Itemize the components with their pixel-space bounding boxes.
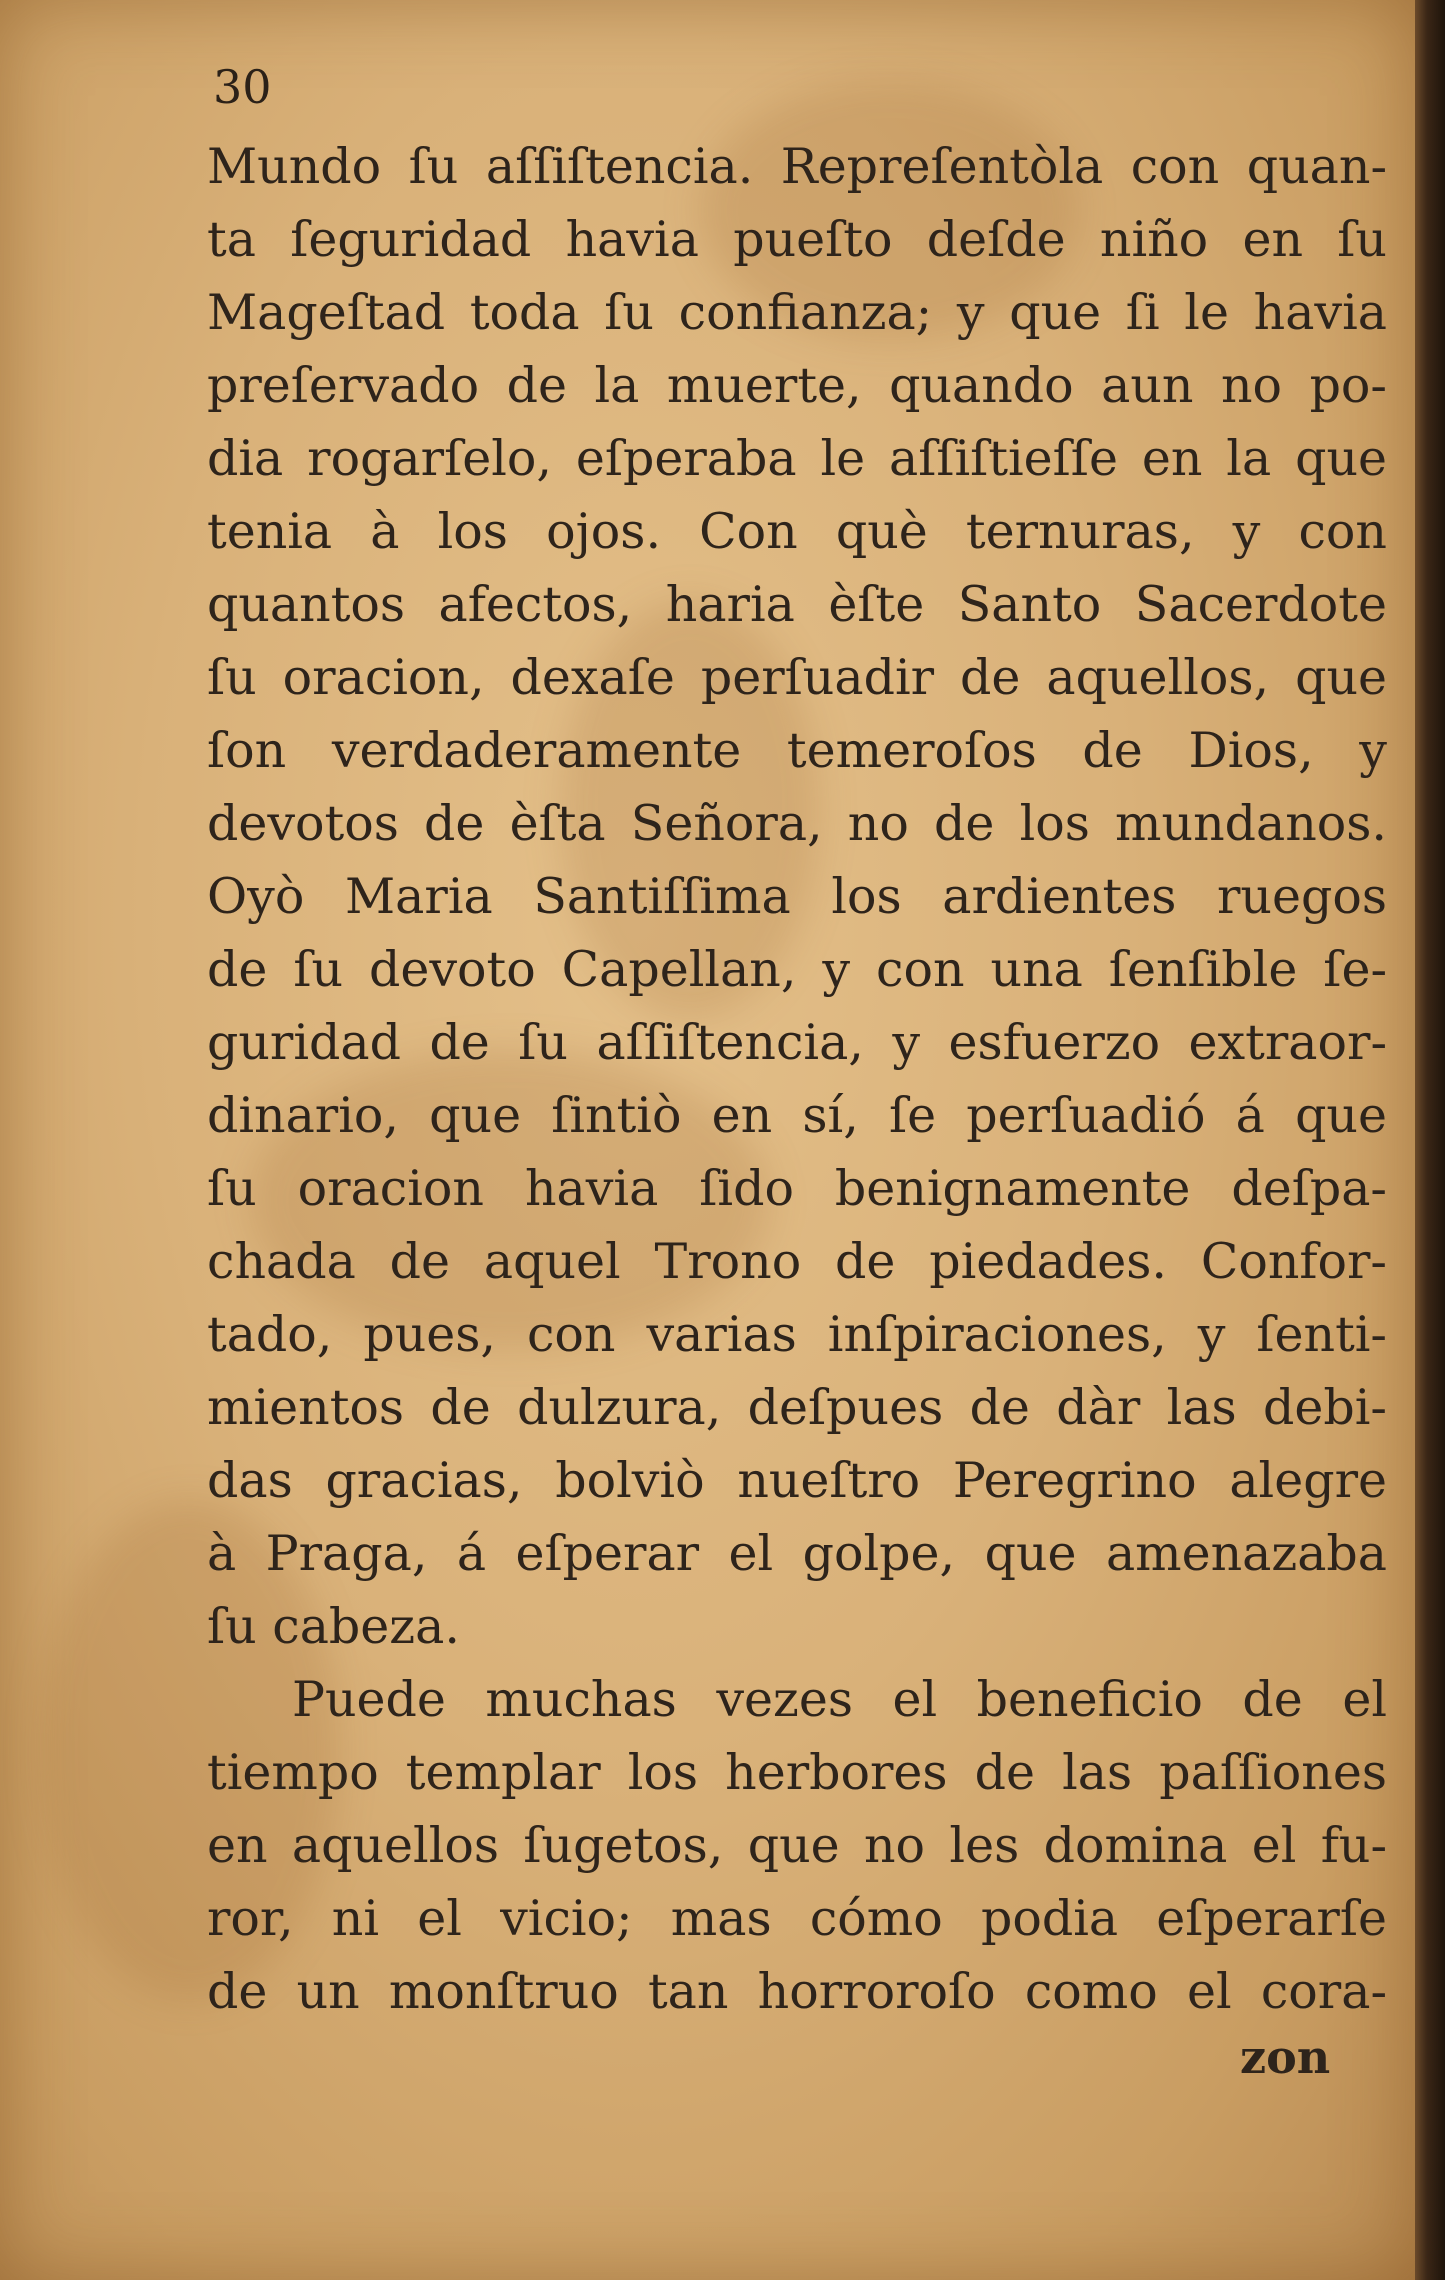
text-line: à Praga, á eſperar el golpe, que amenazaba [207, 1525, 1387, 1582]
text-line: tado, pues, con varias inſpiraciones, y ſenti- [207, 1306, 1387, 1363]
text-line: ſon verdaderamente temeroſos de Dios, y [207, 722, 1387, 779]
text-line: chada de aquel Trono de piedades. Confor- [207, 1233, 1387, 1290]
text-line: guridad de ſu aſſiſtencia, y esfuerzo extraor- [207, 1014, 1387, 1071]
text-line: Oyò Maria Santiſſima los ardientes ruegos [207, 868, 1387, 925]
body-text [207, 130, 1407, 2028]
text-line: devotos de èſta Señora, no de los mundanos. [207, 795, 1387, 852]
text-line: ſu oracion, dexaſe perſuadir de aquellos, que [207, 649, 1387, 706]
text-line: en aquellos ſugetos, que no les domina el fu- [207, 1817, 1387, 1874]
text-line: mientos de dulzura, deſpues de dàr las debi- [207, 1379, 1387, 1436]
text-line: tiempo templar los herbores de las paſſiones [207, 1744, 1387, 1801]
text-line: ta ſeguridad havia pueſto deſde niño en ſu [207, 211, 1387, 268]
text-line: ſu oracion havia ſido benignamente deſpa- [207, 1160, 1387, 1217]
text-line: preſervado de la muerte, quando aun no po- [207, 357, 1387, 414]
text-line: ror, ni el vicio; mas cómo podia eſperarſe [207, 1890, 1387, 1947]
text-line: Mageſtad toda ſu confianza; y que ſi le havia [207, 284, 1387, 341]
text-line: quantos afectos, haria èſte Santo Sacerdote [207, 576, 1387, 633]
catchword: zon [1240, 2030, 1331, 2084]
text-line: ſu cabeza. [207, 1598, 460, 1655]
text-line: de un monſtruo tan horroroſo como el cora- [207, 1963, 1387, 2020]
page-number: 30 [213, 60, 272, 114]
book-edge [1415, 0, 1445, 2280]
text-line: tenia à los ojos. Con què ternuras, y con [207, 503, 1387, 560]
text-line: Mundo ſu aſſiſtencia. Repreſentòla con quan- [207, 138, 1387, 195]
text-line: das gracias, bolviò nueſtro Peregrino alegre [207, 1452, 1387, 1509]
text-line: dinario, que ſintiò en sí, ſe perſuadió á que [207, 1087, 1387, 1144]
text-line: Puede muchas vezes el beneficio de el [292, 1671, 1387, 1728]
text-line: de ſu devoto Capellan, y con una ſenſible ſe- [207, 941, 1387, 998]
text-line: dia rogarſelo, eſperaba le aſſiſtieſſe en la que [207, 430, 1387, 487]
